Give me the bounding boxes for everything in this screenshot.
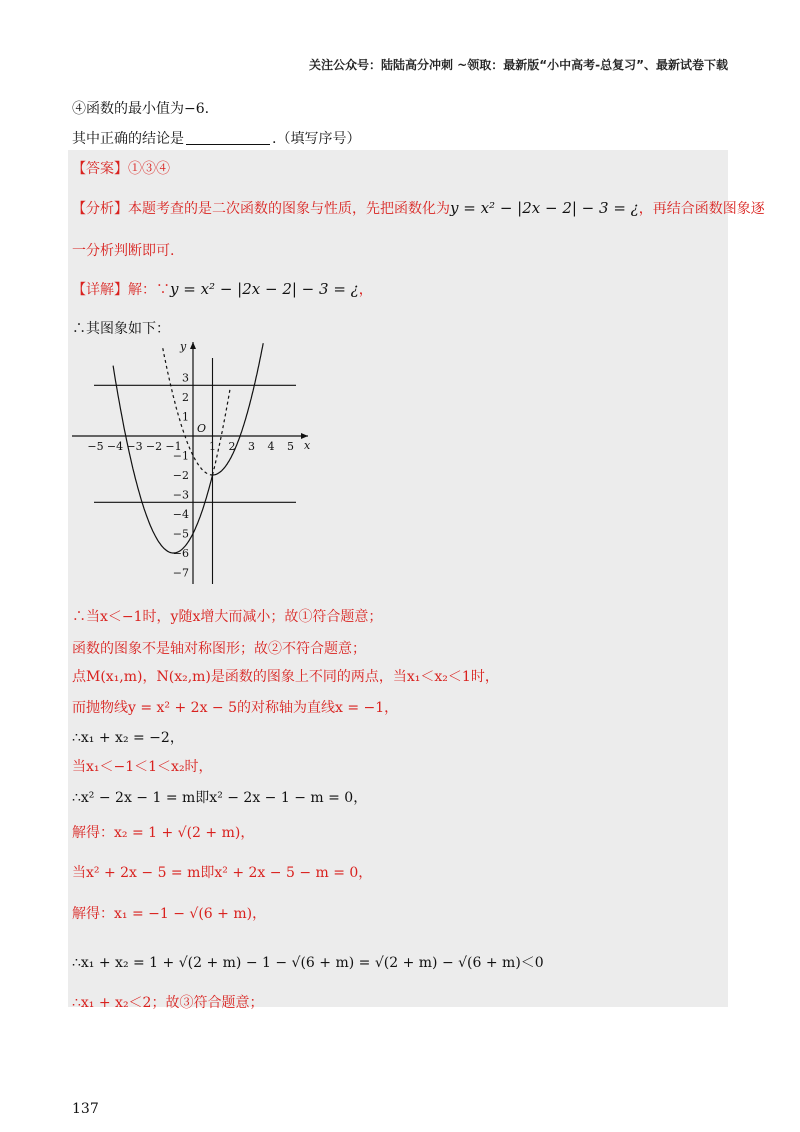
- question-prefix: 其中正确的结论是: [72, 131, 184, 147]
- x-tick-label: 3: [248, 440, 255, 453]
- y-tick-label: −2: [172, 469, 189, 482]
- solution-line: ∴x₁ + x₂ = −2，: [72, 730, 184, 746]
- solution-line: 函数的图象不是轴对称图形；故②不符合题意；: [72, 641, 366, 657]
- y-tick-label: −5: [172, 527, 189, 541]
- detail-label: 【详解】: [72, 282, 128, 298]
- question-suffix: .（填写序号）: [272, 131, 361, 147]
- x-tick-label: 5: [287, 440, 294, 453]
- solution-line: ∴x₁ + x₂ = 1 + √(2 + m) − 1 − √(6 + m) = √(2 + m) − √(6 + m)＜0: [72, 955, 544, 971]
- solution-line: ∴x₁ + x₂＜2；故③符合题意；: [72, 995, 264, 1011]
- x-tick-label: 4: [267, 440, 275, 453]
- solution-line: 当x² + 2x − 5 = m即x² + 2x − 5 − m = 0，: [72, 865, 373, 881]
- y-tick-label: 1: [182, 410, 189, 424]
- detail-text: 解：∵: [128, 282, 170, 298]
- analysis-label: 【分析】: [72, 201, 128, 217]
- solution-line: 而抛物线y = x² + 2x − 5的对称轴为直线x = −1，: [72, 700, 399, 716]
- y-axis-label: y: [180, 340, 187, 353]
- curve-right-solid: [213, 343, 264, 475]
- y-tick-label: −1: [172, 449, 189, 463]
- question-line: [72, 128, 360, 148]
- solution-line: 解得：x₂ = 1 + √(2 + m)，: [72, 825, 255, 841]
- analysis-line-2: 一分析判断即可.: [72, 243, 175, 259]
- x-tick-label: −4: [106, 440, 124, 453]
- x-tick-label: 2: [228, 440, 236, 453]
- page-number: 137: [72, 1101, 99, 1117]
- analysis-line: [72, 198, 765, 218]
- y-tick-label: −6: [172, 547, 189, 560]
- curve-left-dashed: [213, 389, 231, 475]
- detail-formula: y = x² − |2x − 2| − 3 = ¿: [170, 280, 359, 298]
- solution-line: 当x₁＜−1＜1＜x₂时，: [72, 759, 213, 775]
- solution-line: ∴当x＜−1时，y随x增大而减小；故①符合题意；: [72, 609, 383, 625]
- analysis-formula: y = x² − |2x − 2| − 3 = ¿: [450, 199, 639, 217]
- x-tick-label: 1: [209, 440, 216, 453]
- origin-label: O: [197, 422, 207, 435]
- x-tick-label: −1: [165, 440, 182, 453]
- x-tick-label: −2: [145, 440, 163, 453]
- detail-end: ，: [358, 282, 373, 298]
- detail-line: [72, 279, 373, 299]
- x-tick-label: −5: [87, 440, 104, 453]
- y-tick-label: 3: [182, 371, 189, 385]
- y-tick-label: −3: [172, 488, 189, 502]
- analysis-text-2: ，再结合函数图象逐: [638, 201, 765, 217]
- statement-4: ④函数的最小值为−6.: [72, 101, 210, 117]
- y-axis-arrow: [190, 342, 196, 349]
- y-tick-label: −7: [172, 566, 189, 580]
- answer-line: 【答案】①③④: [72, 161, 170, 177]
- function-graph: [72, 338, 332, 590]
- analysis-text: 本题考查的是二次函数的图象与性质，先把函数化为: [128, 201, 450, 217]
- answer-blank: [186, 130, 270, 145]
- y-tick-label: −4: [172, 508, 189, 521]
- graph-intro: ∴其图象如下：: [72, 321, 170, 337]
- solution-line: 点M(x₁,m)，N(x₂,m)是函数的图象上不同的两点，当x₁＜x₂＜1时，: [72, 669, 499, 685]
- page-header: 关注公众号：陆陆高分冲刺 ~领取：最新版“小中高考-总复习”、最新试卷下载: [309, 58, 728, 72]
- curve-left-solid: [113, 366, 212, 553]
- y-tick-label: 2: [182, 391, 189, 404]
- solution-line: ∴x² − 2x − 1 = m即x² − 2x − 1 − m = 0，: [72, 790, 368, 806]
- x-axis-label: x: [304, 439, 311, 452]
- solution-line: 解得：x₁ = −1 − √(6 + m)，: [72, 906, 267, 922]
- x-tick-label: −3: [126, 440, 143, 453]
